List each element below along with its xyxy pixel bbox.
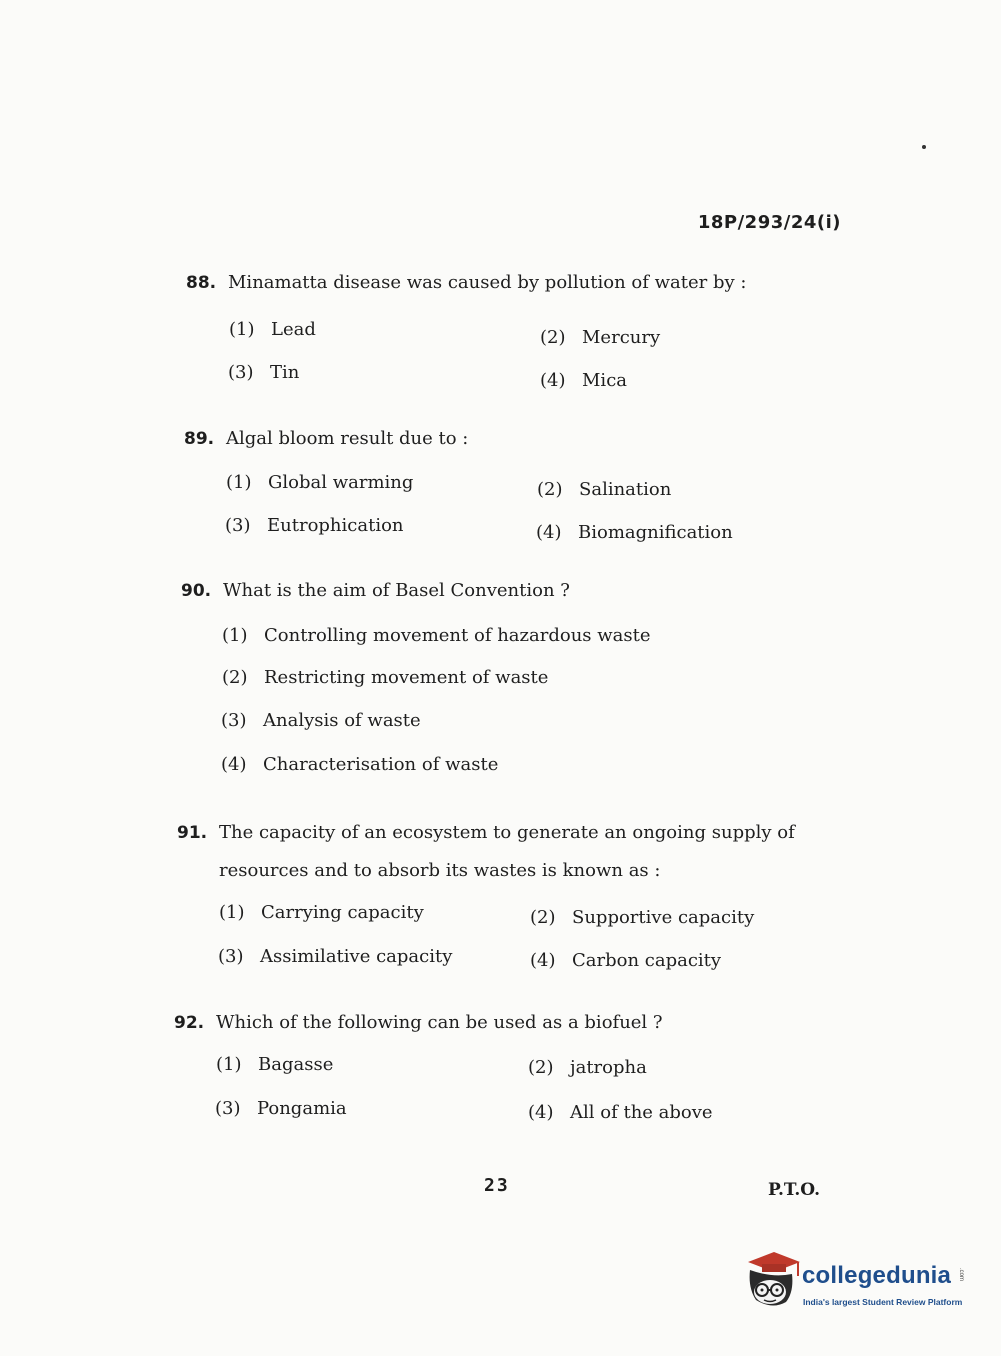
option-90-1	[222, 625, 651, 646]
question-text: What is the aim of Basel Convention ?	[223, 580, 570, 601]
option-number: (1)	[222, 625, 248, 646]
option-number: (3)	[221, 710, 247, 731]
brand-domain: .com	[958, 1268, 964, 1282]
option-92-3	[215, 1098, 347, 1119]
option-88-2	[540, 327, 660, 348]
option-number: (3)	[225, 515, 251, 536]
question-text: Minamatta disease was caused by pollution of water by :	[228, 272, 747, 293]
option-number: (2)	[537, 479, 563, 500]
option-text: jatropha	[570, 1057, 647, 1078]
option-number: (2)	[528, 1057, 554, 1078]
option-88-3	[228, 362, 299, 383]
option-text: Lead	[271, 319, 316, 340]
question-number: 90.	[181, 581, 212, 601]
option-text: Supportive capacity	[572, 907, 755, 928]
question-89	[184, 428, 468, 449]
question-number: 89.	[184, 429, 215, 449]
question-number: 91.	[177, 823, 208, 843]
option-number: (4)	[536, 522, 562, 543]
question-text: Which of the following can be used as a biofuel ?	[216, 1012, 663, 1033]
option-number: (4)	[540, 370, 566, 391]
option-text: Biomagnification	[578, 522, 733, 543]
option-92-2	[528, 1057, 647, 1078]
option-number: (1)	[229, 319, 255, 340]
option-text: Assimilative capacity	[260, 946, 453, 967]
option-91-1	[219, 902, 424, 923]
option-text: Carrying capacity	[261, 902, 424, 923]
option-text: Global warming	[268, 472, 414, 493]
option-text: Controlling movement of hazardous waste	[264, 625, 651, 646]
option-text: Tin	[270, 362, 300, 383]
option-number: (4)	[221, 754, 247, 775]
question-number: 92.	[174, 1013, 205, 1033]
option-number: (4)	[528, 1102, 554, 1123]
option-text: Bagasse	[258, 1054, 334, 1075]
question-91	[177, 822, 795, 843]
option-89-1	[226, 472, 413, 493]
question-88	[186, 272, 746, 293]
option-text: Carbon capacity	[572, 950, 722, 971]
option-88-1	[229, 319, 316, 340]
option-text: Characterisation of waste	[263, 754, 499, 775]
option-88-4	[540, 370, 627, 391]
page-number: 23	[484, 1175, 510, 1196]
option-text: Analysis of waste	[263, 710, 421, 731]
option-90-2	[222, 667, 548, 688]
option-text: Mica	[582, 370, 627, 391]
speck-mark	[922, 145, 926, 149]
paper-code: 18P/293/24(i)	[697, 212, 841, 233]
option-number: (2)	[540, 327, 566, 348]
option-number: (2)	[530, 907, 556, 928]
collegedunia-logo[interactable]	[742, 1248, 970, 1318]
option-90-3	[221, 710, 421, 731]
option-number: (3)	[218, 946, 244, 967]
option-number: (3)	[215, 1098, 241, 1119]
option-text: Eutrophication	[267, 515, 404, 536]
brand-tagline: India's largest Student Review Platform	[803, 1297, 963, 1307]
option-number: (1)	[216, 1054, 242, 1075]
option-89-3	[225, 515, 404, 536]
pto-label: P.T.O.	[768, 1180, 820, 1200]
option-92-4	[528, 1102, 713, 1123]
question-92	[174, 1012, 663, 1033]
option-91-2	[530, 907, 754, 928]
option-text: Restricting movement of waste	[264, 667, 549, 688]
question-number: 88.	[186, 273, 217, 293]
option-number: (2)	[222, 667, 248, 688]
option-number: (1)	[219, 902, 245, 923]
option-text: Pongamia	[257, 1098, 347, 1119]
question-90	[181, 580, 570, 601]
option-text: All of the above	[570, 1102, 713, 1123]
option-91-3	[218, 946, 452, 967]
question-91-continued: resources and to absorb its wastes is known as :	[219, 860, 661, 881]
question-text: The capacity of an ecosystem to generate an ongoing supply of	[219, 822, 795, 843]
option-89-4	[536, 522, 733, 543]
question-text: Algal bloom result due to :	[226, 428, 469, 449]
option-number: (3)	[228, 362, 254, 383]
brand-name: collegedunia	[802, 1262, 952, 1289]
option-92-1	[216, 1054, 333, 1075]
option-text: Salination	[579, 479, 672, 500]
mascot-icon	[742, 1248, 802, 1310]
option-89-2	[537, 479, 671, 500]
option-number: (4)	[530, 950, 556, 971]
option-90-4	[221, 754, 498, 775]
option-text: Mercury	[582, 327, 661, 348]
option-91-4	[530, 950, 721, 971]
option-number: (1)	[226, 472, 252, 493]
